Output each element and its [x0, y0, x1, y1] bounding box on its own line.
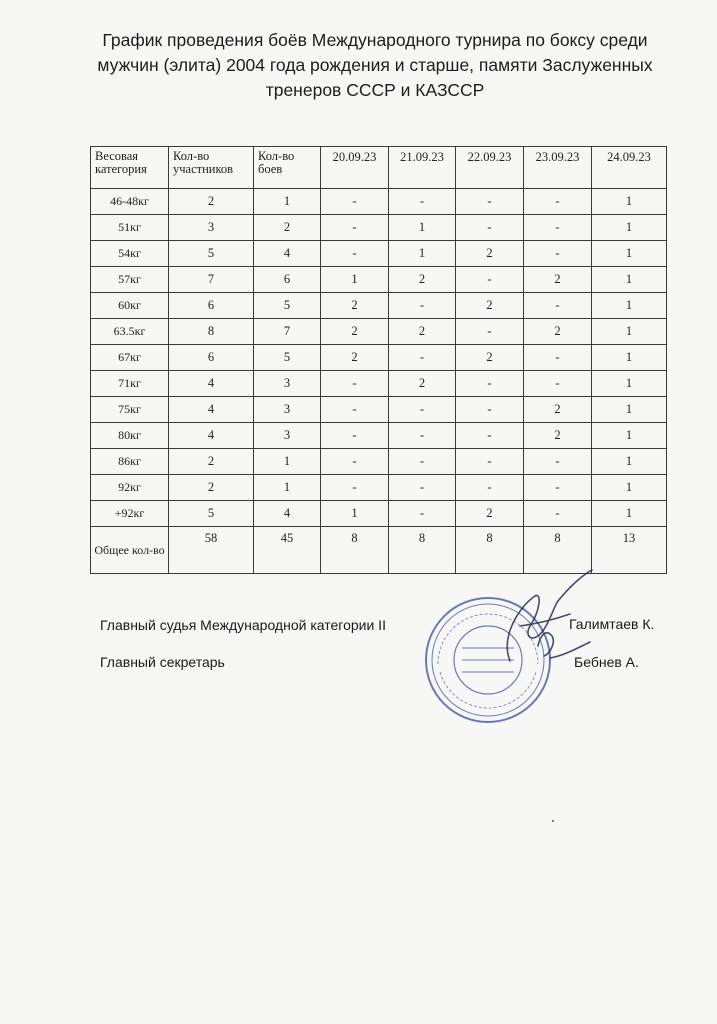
table-cell: - — [389, 397, 456, 423]
total-cell: 58 — [169, 527, 254, 574]
table-cell: 1 — [389, 241, 456, 267]
col-header-date: 24.09.23 — [592, 147, 667, 189]
table-cell: 1 — [592, 215, 667, 241]
weight-category-cell: +92кг — [91, 501, 169, 527]
table-cell: 2 — [169, 449, 254, 475]
table-row — [91, 423, 667, 449]
table-cell: 1 — [592, 241, 667, 267]
table-cell: - — [524, 293, 592, 319]
table-cell: 2 — [456, 345, 524, 371]
total-cell: 45 — [254, 527, 321, 574]
table-cell: - — [524, 449, 592, 475]
table-cell: - — [524, 475, 592, 501]
weight-category-cell: 71кг — [91, 371, 169, 397]
table-cell: 8 — [169, 319, 254, 345]
table-cell: 6 — [169, 345, 254, 371]
table-cell: 4 — [169, 423, 254, 449]
table-cell: 1 — [592, 397, 667, 423]
col-header-date: 20.09.23 — [321, 147, 389, 189]
col-header-participants: Кол-во участников — [169, 147, 254, 189]
table-cell: 2 — [389, 267, 456, 293]
total-cell: 8 — [456, 527, 524, 574]
table-cell: 6 — [169, 293, 254, 319]
table-cell: 2 — [169, 475, 254, 501]
table-row — [91, 501, 667, 527]
header-row — [91, 147, 667, 189]
table-cell: - — [321, 475, 389, 501]
weight-category-cell: 86кг — [91, 449, 169, 475]
table-row — [91, 319, 667, 345]
total-cell: 8 — [321, 527, 389, 574]
table-row — [91, 345, 667, 371]
table-cell: - — [321, 423, 389, 449]
weight-category-cell: 51кг — [91, 215, 169, 241]
table-cell: - — [524, 371, 592, 397]
table-cell: 1 — [592, 293, 667, 319]
weight-category-cell: 54кг — [91, 241, 169, 267]
table-cell: 2 — [389, 319, 456, 345]
weight-category-cell: 75кг — [91, 397, 169, 423]
table-cell: 2 — [524, 397, 592, 423]
table-cell: - — [389, 345, 456, 371]
table-row — [91, 397, 667, 423]
table-cell: 2 — [524, 423, 592, 449]
schedule-table — [90, 146, 667, 574]
table-row — [91, 189, 667, 215]
table-cell: 4 — [169, 371, 254, 397]
table-cell: - — [456, 475, 524, 501]
total-label-cell: Общее кол-во — [91, 527, 169, 574]
table-row — [91, 293, 667, 319]
table-cell: - — [389, 449, 456, 475]
table-cell: - — [456, 319, 524, 345]
table-cell: 5 — [254, 345, 321, 371]
table-cell: - — [524, 501, 592, 527]
table-cell: 1 — [321, 267, 389, 293]
col-header-date: 23.09.23 — [524, 147, 592, 189]
weight-category-cell: 80кг — [91, 423, 169, 449]
col-header-date: 21.09.23 — [389, 147, 456, 189]
weight-category-cell: 60кг — [91, 293, 169, 319]
table-cell: 2 — [321, 345, 389, 371]
table-cell: - — [389, 423, 456, 449]
table-cell: 2 — [169, 189, 254, 215]
table-cell: - — [524, 189, 592, 215]
col-header-weight: Весовая категория — [91, 147, 169, 189]
table-cell: 5 — [169, 501, 254, 527]
table-cell: 2 — [389, 371, 456, 397]
judge-title: Главный судья Международной категории ІІ — [100, 617, 386, 633]
table-cell: 2 — [321, 293, 389, 319]
table-cell: 2 — [524, 267, 592, 293]
table-row — [91, 267, 667, 293]
table-cell: 1 — [592, 475, 667, 501]
weight-category-cell: 46-48кг — [91, 189, 169, 215]
table-cell: 1 — [321, 501, 389, 527]
table-row — [91, 371, 667, 397]
secretary-title: Главный секретарь — [100, 654, 225, 670]
table-cell: - — [456, 267, 524, 293]
table-row — [91, 215, 667, 241]
total-cell: 8 — [389, 527, 456, 574]
table-cell: 2 — [456, 501, 524, 527]
table-cell: - — [321, 215, 389, 241]
table-cell: 1 — [592, 449, 667, 475]
table-cell: 1 — [592, 319, 667, 345]
table-cell: 5 — [254, 293, 321, 319]
table-cell: 1 — [254, 475, 321, 501]
title-line: тренеров СССР и КАЗССР — [265, 80, 485, 100]
table-cell: 7 — [254, 319, 321, 345]
table-cell: - — [456, 397, 524, 423]
table-cell: 1 — [592, 189, 667, 215]
table-cell: - — [389, 189, 456, 215]
table-cell: 3 — [169, 215, 254, 241]
weight-category-cell: 63.5кг — [91, 319, 169, 345]
weight-category-cell: 92кг — [91, 475, 169, 501]
table-cell: - — [321, 449, 389, 475]
table-cell: 2 — [321, 319, 389, 345]
table-cell: 1 — [389, 215, 456, 241]
judge-name: Галимтаев К. — [569, 616, 655, 632]
table-cell: - — [321, 371, 389, 397]
table-cell: - — [456, 189, 524, 215]
table-cell: 1 — [254, 189, 321, 215]
table-cell: - — [456, 423, 524, 449]
table-row — [91, 241, 667, 267]
table-cell: 2 — [524, 319, 592, 345]
table-cell: - — [321, 241, 389, 267]
total-cell: 8 — [524, 527, 592, 574]
table-cell: 3 — [254, 397, 321, 423]
title-line: График проведения боёв Международного турнира по боксу среди — [102, 30, 648, 50]
table-cell: 2 — [254, 215, 321, 241]
weight-category-cell: 67кг — [91, 345, 169, 371]
table-cell: 4 — [254, 241, 321, 267]
table-cell: - — [524, 241, 592, 267]
table-row — [91, 449, 667, 475]
table-cell: - — [456, 215, 524, 241]
table-cell: 1 — [592, 345, 667, 371]
table-cell: 1 — [254, 449, 321, 475]
table-row — [91, 475, 667, 501]
table-cell: 7 — [169, 267, 254, 293]
table-cell: - — [389, 501, 456, 527]
table-cell: - — [321, 397, 389, 423]
table-cell: - — [389, 475, 456, 501]
table-cell: 1 — [592, 423, 667, 449]
document-title — [70, 28, 680, 103]
table-cell: 2 — [456, 241, 524, 267]
total-cell: 13 — [592, 527, 667, 574]
signature-scribble — [480, 566, 600, 676]
speck — [552, 820, 554, 822]
table-cell: 6 — [254, 267, 321, 293]
table-cell: 2 — [456, 293, 524, 319]
table-cell: 3 — [254, 423, 321, 449]
table-cell: 1 — [592, 267, 667, 293]
table-cell: 3 — [254, 371, 321, 397]
table-cell: 5 — [169, 241, 254, 267]
table-cell: - — [456, 449, 524, 475]
weight-category-cell: 57кг — [91, 267, 169, 293]
table-cell: - — [389, 293, 456, 319]
table-cell: 4 — [169, 397, 254, 423]
table-cell: 1 — [592, 501, 667, 527]
title-line: мужчин (элита) 2004 года рождения и старше, памяти Заслуженных — [97, 55, 653, 75]
table-cell: - — [524, 215, 592, 241]
table-cell: 1 — [592, 371, 667, 397]
secretary-name: Бебнев А. — [574, 654, 639, 670]
table-cell: - — [524, 345, 592, 371]
col-header-bouts: Кол-во боев — [254, 147, 321, 189]
table-cell: 4 — [254, 501, 321, 527]
table-cell: - — [456, 371, 524, 397]
col-header-date: 22.09.23 — [456, 147, 524, 189]
table-cell: - — [321, 189, 389, 215]
